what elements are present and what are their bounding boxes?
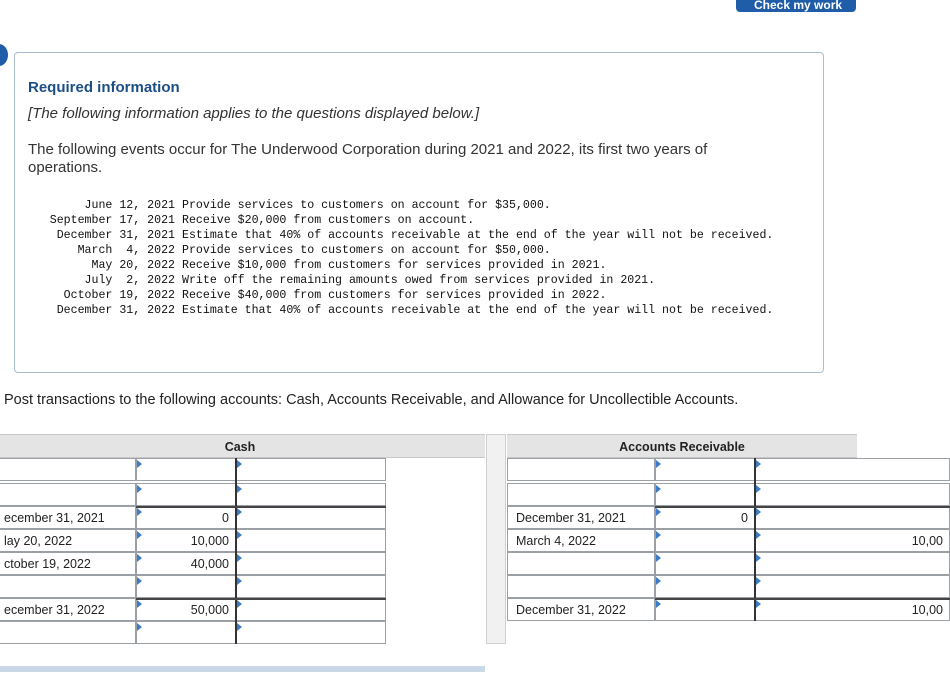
cash-credit-input[interactable]	[236, 458, 386, 481]
cash-debit-input[interactable]	[136, 575, 236, 598]
event-row	[27, 198, 802, 213]
cash-date-input[interactable]: ecember 31, 2021	[0, 506, 136, 529]
cash-debit-value: 50,000	[190, 603, 229, 617]
event-row	[27, 228, 802, 243]
cash-credit-input[interactable]	[236, 552, 386, 575]
dropdown-marker-icon	[137, 508, 142, 516]
cash-debit-input[interactable]	[136, 598, 236, 621]
dropdown-marker-icon	[237, 577, 242, 585]
cash-debit-input[interactable]	[136, 529, 236, 552]
accounts_receivable-account-header: Accounts Receivable	[507, 434, 857, 458]
accounts_receivable-credit-value: 10,00	[911, 603, 943, 617]
accounts_receivable-debit-input[interactable]	[655, 552, 755, 575]
dropdown-marker-icon	[656, 600, 661, 608]
dropdown-marker-icon	[756, 460, 761, 468]
event-description: Provide services to customers on account for $50,000.	[182, 244, 551, 257]
event-row	[27, 273, 802, 288]
accounts_receivable-credit-input[interactable]	[755, 552, 950, 575]
cash-debit-input[interactable]	[136, 621, 236, 644]
dropdown-marker-icon	[137, 531, 142, 539]
dropdown-marker-icon	[237, 485, 242, 493]
dropdown-marker-icon	[137, 577, 142, 585]
cash-debit-input[interactable]	[136, 483, 236, 506]
event-description: Write off the remaining amounts owed from services provided in 2021.	[182, 274, 656, 287]
dropdown-marker-icon	[137, 600, 142, 608]
cash-debit-value: 40,000	[190, 557, 229, 571]
event-row	[27, 288, 802, 303]
cash-credit-input[interactable]	[236, 621, 386, 644]
accounts_receivable-total-rule	[655, 598, 950, 600]
cash-credit-input[interactable]	[236, 506, 386, 529]
cash-credit-input[interactable]	[236, 529, 386, 552]
event-row	[27, 243, 802, 258]
cash-total-rule	[136, 598, 386, 600]
accounts_receivable-date-input[interactable]	[507, 575, 655, 598]
accounts_receivable-date-input[interactable]	[507, 483, 655, 506]
dropdown-marker-icon	[756, 554, 761, 562]
cash-date-input[interactable]: lay 20, 2022	[0, 529, 136, 552]
accounts_receivable-debit-input[interactable]	[655, 575, 755, 598]
t-account-grid	[0, 434, 943, 674]
dropdown-marker-icon	[137, 554, 142, 562]
events-list	[27, 198, 802, 318]
event-description: Provide services to customers on account for $35,000.	[182, 199, 551, 212]
accounts_receivable-debit-input[interactable]	[655, 458, 755, 481]
cash-credit-input[interactable]	[236, 598, 386, 621]
cash-bottom-bar	[0, 666, 485, 672]
event-date: June 12, 2021	[84, 199, 175, 212]
event-description: Receive $20,000 from customers on account.	[182, 214, 475, 227]
event-description: Receive $10,000 from customers for services provided in 2021.	[182, 259, 607, 272]
dropdown-marker-icon	[656, 460, 661, 468]
dropdown-marker-icon	[237, 554, 242, 562]
dropdown-marker-icon	[756, 485, 761, 493]
question-marker-icon	[0, 44, 8, 66]
column-spacer	[486, 434, 506, 644]
accounts_receivable-date-input[interactable]: March 4, 2022	[507, 529, 655, 552]
required-information-subtitle: [The following information applies to the questions displayed below.]	[28, 105, 480, 122]
accounts_receivable-date-input[interactable]	[507, 552, 655, 575]
accounts_receivable-debit-input[interactable]	[655, 529, 755, 552]
accounts_receivable-date-input[interactable]: December 31, 2021	[507, 506, 655, 529]
accounts_receivable-credit-input[interactable]	[755, 506, 950, 529]
dropdown-marker-icon	[137, 623, 142, 631]
event-date: December 31, 2021	[56, 229, 175, 242]
accounts_receivable-date-input[interactable]: December 31, 2022	[507, 598, 655, 621]
cash-date-input[interactable]	[0, 458, 136, 481]
event-date: December 31, 2022	[56, 304, 175, 317]
cash-debit-value: 10,000	[190, 534, 229, 548]
cash-debit-value: 0	[222, 511, 229, 525]
dropdown-marker-icon	[656, 577, 661, 585]
intro-text: The following events occur for The Underwood Corporation during 2021 and 2022, its first two years of operations.	[28, 141, 708, 176]
cash-date-input[interactable]	[0, 575, 136, 598]
cash-debit-input[interactable]	[136, 552, 236, 575]
cash-credit-input[interactable]	[236, 575, 386, 598]
accounts_receivable-debit-input[interactable]	[655, 598, 755, 621]
event-date: September 17, 2021	[49, 214, 175, 227]
accounts_receivable-credit-input[interactable]	[755, 483, 950, 506]
dropdown-marker-icon	[237, 623, 242, 631]
cash-t-divider	[235, 458, 237, 644]
required-information-title: Required information	[28, 79, 180, 96]
cash-account-header: Cash	[0, 434, 485, 458]
cash-total-rule	[136, 506, 386, 508]
accounts_receivable-credit-input[interactable]	[755, 575, 950, 598]
event-description: Estimate that 40% of accounts receivable at the end of the year will not be received.	[182, 229, 774, 242]
event-row	[27, 258, 802, 273]
event-date: March 4, 2022	[77, 244, 175, 257]
dropdown-marker-icon	[237, 508, 242, 516]
accounts_receivable-debit-value: 0	[741, 511, 748, 525]
event-date: May 20, 2022	[91, 259, 175, 272]
cash-debit-input[interactable]	[136, 506, 236, 529]
accounts_receivable-total-rule	[655, 506, 950, 508]
dropdown-marker-icon	[237, 460, 242, 468]
dropdown-marker-icon	[237, 600, 242, 608]
cash-date-input[interactable]	[0, 483, 136, 506]
dropdown-marker-icon	[137, 485, 142, 493]
cash-debit-input[interactable]	[136, 458, 236, 481]
accounts_receivable-t-divider	[754, 458, 756, 621]
dropdown-marker-icon	[656, 531, 661, 539]
dropdown-marker-icon	[756, 531, 761, 539]
dropdown-marker-icon	[237, 531, 242, 539]
cash-date-input[interactable]: ctober 19, 2022	[0, 552, 136, 575]
dropdown-marker-icon	[137, 460, 142, 468]
event-row	[27, 303, 802, 318]
dropdown-marker-icon	[656, 508, 661, 516]
accounts_receivable-credit-input[interactable]	[755, 598, 950, 621]
dropdown-marker-icon	[756, 508, 761, 516]
dropdown-marker-icon	[656, 554, 661, 562]
accounts_receivable-credit-input[interactable]	[755, 529, 950, 552]
event-date: October 19, 2022	[63, 289, 175, 302]
accounts_receivable-date-input[interactable]	[507, 458, 655, 481]
dropdown-marker-icon	[756, 577, 761, 585]
event-date: July 2, 2022	[84, 274, 175, 287]
required-information-panel	[14, 52, 824, 373]
event-description: Estimate that 40% of accounts receivable at the end of the year will not be received.	[182, 304, 774, 317]
accounts_receivable-credit-value: 10,00	[911, 534, 943, 548]
cash-credit-input[interactable]	[236, 483, 386, 506]
accounts_receivable-debit-input[interactable]	[655, 483, 755, 506]
event-description: Receive $40,000 from customers for services provided in 2022.	[182, 289, 607, 302]
accounts_receivable-debit-input[interactable]	[655, 506, 755, 529]
event-row	[27, 213, 802, 228]
cash-date-input[interactable]: ecember 31, 2022	[0, 598, 136, 621]
dropdown-marker-icon	[656, 485, 661, 493]
instructions-text: Post transactions to the following accounts: Cash, Accounts Receivable, and Allowance for Uncollectible Accounts.	[4, 392, 739, 408]
cash-date-input[interactable]	[0, 621, 136, 644]
check-my-work-button[interactable]: Check my work	[736, 0, 856, 12]
accounts_receivable-credit-input[interactable]	[755, 458, 950, 481]
dropdown-marker-icon	[756, 600, 761, 608]
